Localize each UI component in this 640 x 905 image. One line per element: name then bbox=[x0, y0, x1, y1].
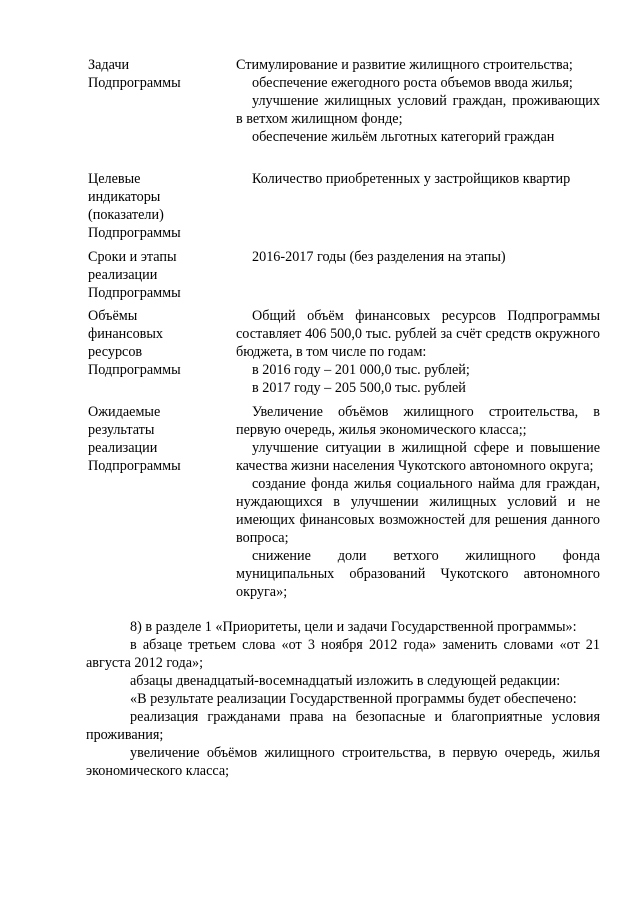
row-label bbox=[88, 403, 223, 475]
label-line: Подпрограммы bbox=[88, 458, 181, 474]
value-paragraph: улучшение жилищных условий граждан, проживающих в ветхом жилищном фонде; bbox=[236, 93, 600, 127]
value-paragraph: Количество приобретенных у застройщиков квартир bbox=[252, 171, 571, 187]
row-label bbox=[88, 248, 223, 302]
value-paragraph: 2016-2017 годы (без разделения на этапы) bbox=[252, 249, 506, 265]
value-paragraph: Увеличение объёмов жилищного строительства, в первую очередь, жилья экономического класса;; bbox=[236, 404, 600, 438]
value-paragraph: обеспечение ежегодного роста объемов ввода жилья; bbox=[252, 75, 573, 91]
row-value bbox=[236, 56, 600, 146]
label-line: финансовых bbox=[88, 326, 163, 342]
label-line: Сроки и этапы bbox=[88, 249, 177, 265]
value-paragraph: в 2016 году – 201 000,0 тыс. рублей; bbox=[252, 362, 470, 378]
value-paragraph: в 2017 году – 205 500,0 тыс. рублей bbox=[252, 380, 466, 396]
label-line: Целевые bbox=[88, 171, 141, 187]
row-value bbox=[236, 307, 600, 397]
body-paragraph: увеличение объёмов жилищного строительства, в первую очередь, жилья экономического класса; bbox=[86, 745, 600, 779]
document-body bbox=[86, 618, 600, 780]
row-value bbox=[236, 170, 600, 188]
row-label bbox=[88, 170, 223, 242]
label-line: Подпрограммы bbox=[88, 75, 181, 91]
body-paragraph: 8) в разделе 1 «Приоритеты, цели и задачи Государственной программы»: bbox=[130, 619, 577, 635]
body-paragraph: абзацы двенадцатый-восемнадцатый изложить в следующей редакции: bbox=[130, 673, 561, 689]
label-line: результаты bbox=[88, 422, 155, 438]
label-line: Задачи bbox=[88, 57, 130, 73]
row-label bbox=[88, 56, 223, 92]
row-value bbox=[236, 403, 600, 601]
label-line: Ожидаемые bbox=[88, 404, 161, 420]
row-label bbox=[88, 307, 223, 379]
value-paragraph: улучшение ситуации в жилищной сфере и повышение качества жизни населения Чукотского автономного округа; bbox=[236, 440, 600, 474]
label-line: Подпрограммы bbox=[88, 285, 181, 301]
label-line: Подпрограммы bbox=[88, 362, 181, 378]
value-paragraph: обеспечение жильём льготных категорий граждан bbox=[252, 129, 555, 145]
label-line: (показатели) bbox=[88, 207, 164, 223]
label-line: Объёмы bbox=[88, 308, 138, 324]
label-line: Подпрограммы bbox=[88, 225, 181, 241]
value-paragraph: снижение доли ветхого жилищного фонда муниципальных образований Чукотского автономного округа»; bbox=[236, 548, 600, 600]
body-paragraph: реализация гражданами права на безопасные и благоприятные условия проживания; bbox=[86, 709, 600, 743]
row-value bbox=[236, 248, 600, 266]
label-line: индикаторы bbox=[88, 189, 161, 205]
label-line: реализации bbox=[88, 267, 158, 283]
value-paragraph: создание фонда жилья социального найма для граждан, нуждающихся в улучшении жилищных условий и не имеющих финансовых возможностей для решения данного вопроса; bbox=[236, 476, 600, 546]
label-line: ресурсов bbox=[88, 344, 143, 360]
value-paragraph: Стимулирование и развитие жилищного строительства; bbox=[236, 57, 573, 73]
body-paragraph: в абзаце третьем слова «от 3 ноября 2012 года» заменить словами «от 21 августа 2012 года»; bbox=[86, 637, 600, 671]
label-line: реализации bbox=[88, 440, 158, 456]
value-paragraph: Общий объём финансовых ресурсов Подпрограммы составляет 406 500,0 тыс. рублей за счёт средств окружного бюджета, в том числе по годам: bbox=[236, 308, 600, 360]
body-paragraph: «В результате реализации Государственной программы будет обеспечено: bbox=[130, 691, 577, 707]
